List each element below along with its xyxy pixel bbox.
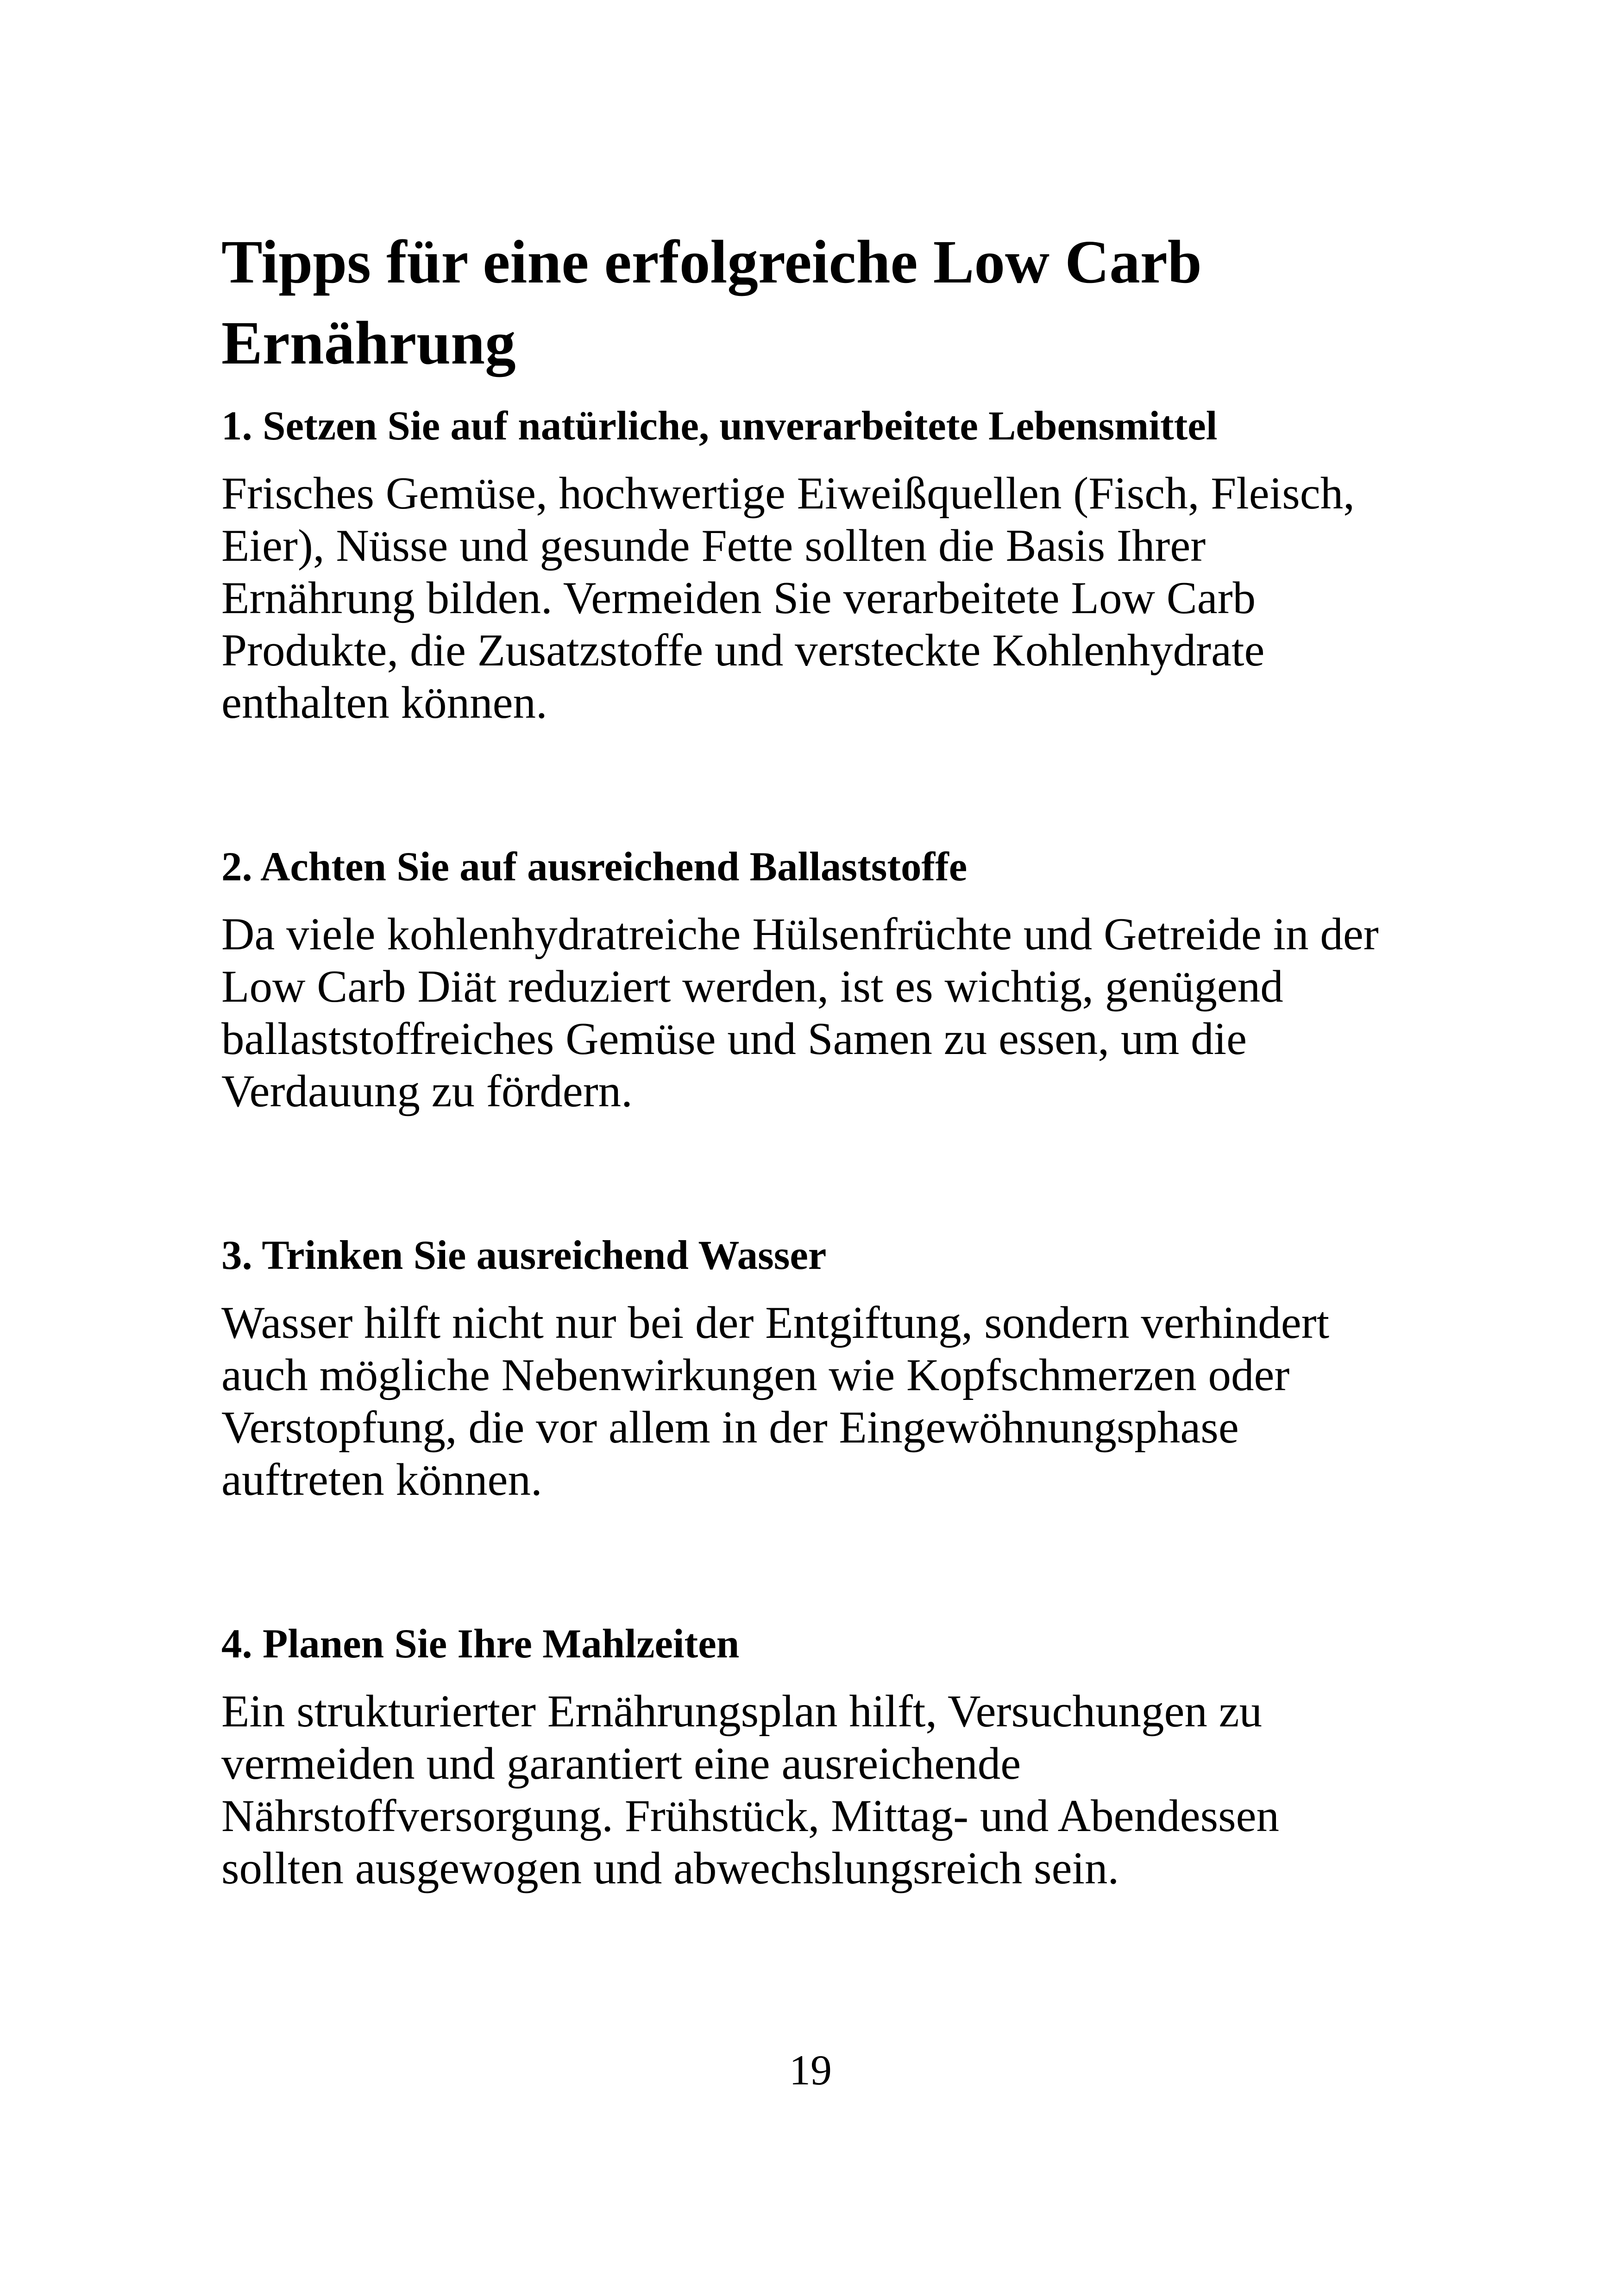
section-heading: 2. Achten Sie auf ausreichend Ballaststoffe: [221, 844, 968, 890]
page-title: Tipps für eine erfolgreiche Low Carb Ernährung: [221, 227, 1202, 377]
section-body: Frisches Gemüse, hochwertige Eiweißquellen (Fisch, Fleisch, Eier), Nüsse und gesunde Fette sollten die Basis Ihrer Ernährung bilden. Vermeiden Sie verarbeitete Low Carb Produkte, die Zusatzstoffe und versteckte Kohlenhydrate enthalten können.: [221, 468, 1355, 728]
page-content: [221, 221, 1407, 1895]
section-water: [221, 1231, 1407, 1506]
page-number: 19: [789, 2046, 832, 2094]
section-natural-foods: [221, 402, 1407, 729]
section-fiber: [221, 843, 1407, 1117]
section-body: Wasser hilft nicht nur bei der Entgiftung, sondern verhindert auch mögliche Nebenwirkungen wie Kopfschmerzen oder Verstopfung, die vor allem in der Eingewöhnungsphase auftreten können.: [221, 1298, 1330, 1505]
section-body: Da viele kohlenhydratreiche Hülsenfrüchte und Getreide in der Low Carb Diät reduziert werden, ist es wichtig, genügend ballaststoffreiches Gemüse und Samen zu essen, um die Verdauung zu fördern.: [221, 909, 1379, 1117]
section-heading: 1. Setzen Sie auf natürliche, unverarbeitete Lebensmittel: [221, 403, 1218, 449]
section-body: Ein strukturierter Ernährungsplan hilft, Versuchungen zu vermeiden und garantiert eine ausreichende Nährstoffversorgung. Frühstück, Mittag- und Abendessen sollten ausgewogen und abwechslungsreich sein.: [221, 1686, 1280, 1894]
section-meal-planning: [221, 1620, 1407, 1895]
section-heading: 3. Trinken Sie ausreichend Wasser: [221, 1233, 827, 1278]
section-heading: 4. Planen Sie Ihre Mahlzeiten: [221, 1621, 740, 1667]
